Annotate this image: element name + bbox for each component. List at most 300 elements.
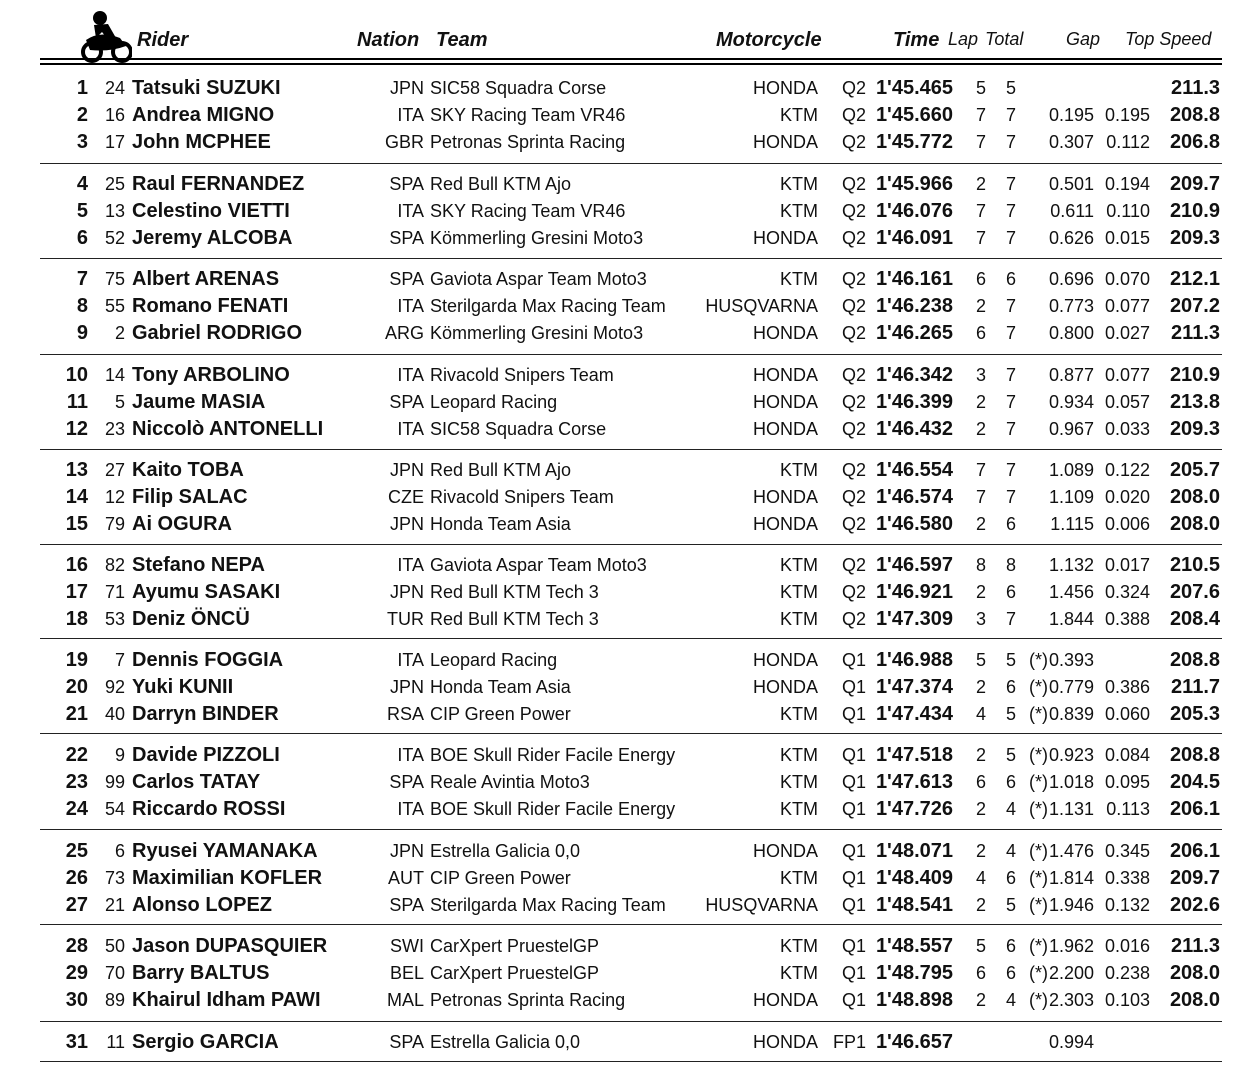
group-divider	[40, 1021, 1222, 1022]
total: 7	[1005, 460, 1016, 480]
total: 5	[1005, 704, 1016, 724]
team: Kömmerling Gresini Moto3	[430, 228, 644, 248]
gap: 0.195	[1048, 105, 1094, 125]
motorcycle: KTM	[780, 105, 818, 125]
rider-name: Jaume MASIA	[132, 391, 266, 413]
position: 22	[65, 744, 88, 766]
rider-name: Deniz ÖNCÜ	[132, 608, 250, 630]
lap: 2	[975, 392, 986, 412]
nation: BEL	[389, 963, 424, 983]
rider-name: Dennis FOGGIA	[132, 649, 284, 671]
position: 25	[65, 840, 88, 862]
total: 7	[1005, 419, 1016, 439]
team: Sterilgarda Max Racing Team	[430, 895, 666, 915]
lap: 5	[975, 650, 986, 670]
nation: SWI	[390, 936, 424, 956]
top-speed: 206.1	[1169, 798, 1220, 820]
session: Q1	[841, 895, 866, 915]
session: Q2	[841, 460, 866, 480]
rider-number: 73	[104, 868, 125, 888]
motorcycle: HONDA	[752, 487, 818, 507]
table-row	[0, 225, 1247, 252]
top-speed: 208.0	[1169, 486, 1220, 508]
team: Estrella Galicia 0,0	[430, 841, 581, 861]
gap: 0.779	[1048, 677, 1094, 697]
rider-number: 17	[104, 132, 125, 152]
position: 8	[76, 295, 88, 317]
team: Petronas Sprinta Racing	[430, 990, 626, 1010]
position: 18	[65, 608, 88, 630]
position: 13	[65, 459, 88, 481]
lap: 2	[975, 799, 986, 819]
top-speed: 205.3	[1169, 703, 1220, 725]
rider-number: 82	[104, 555, 125, 575]
rider-name: Romano FENATI	[132, 295, 289, 317]
nation: JPN	[389, 514, 424, 534]
session: FP1	[832, 1032, 866, 1052]
rider-number: 7	[114, 650, 125, 670]
session: Q1	[841, 841, 866, 861]
motorcycle: HONDA	[752, 392, 818, 412]
nation: MAL	[386, 990, 424, 1010]
header-motorcycle: Motorcycle	[716, 29, 822, 51]
lap: 2	[975, 514, 986, 534]
group-divider	[40, 354, 1222, 355]
time: 1'47.434	[875, 703, 953, 725]
gap-previous: 0.345	[1104, 841, 1150, 861]
session: Q2	[841, 228, 866, 248]
team: BOE Skull Rider Facile Energy	[430, 799, 676, 819]
position: 16	[65, 554, 88, 576]
table-row	[0, 769, 1247, 796]
rider-name: Jason DUPASQUIER	[132, 935, 328, 957]
total: 7	[1005, 323, 1016, 343]
position: 5	[76, 200, 88, 222]
session: Q2	[841, 514, 866, 534]
nation: ITA	[397, 650, 424, 670]
rider-number: 25	[104, 174, 125, 194]
total: 7	[1005, 174, 1016, 194]
note-marker: (*)	[1029, 841, 1048, 861]
nation: SPA	[389, 895, 424, 915]
lap: 2	[975, 745, 986, 765]
gap: 0.994	[1048, 1032, 1094, 1052]
time: 1'47.613	[875, 771, 953, 793]
note-marker: (*)	[1029, 868, 1048, 888]
position: 14	[65, 486, 88, 508]
position: 4	[76, 173, 88, 195]
rider-name: Stefano NEPA	[132, 554, 265, 576]
session: Q2	[841, 555, 866, 575]
total: 6	[1005, 868, 1016, 888]
rider-number: 13	[104, 201, 125, 221]
total: 6	[1005, 269, 1016, 289]
top-speed: 209.7	[1169, 173, 1220, 195]
motorcycle: HONDA	[752, 841, 818, 861]
group-divider	[40, 924, 1222, 925]
lap: 2	[975, 296, 986, 316]
total: 7	[1005, 132, 1016, 152]
rider-number: 23	[104, 419, 125, 439]
top-speed: 205.7	[1169, 459, 1220, 481]
gap: 1.814	[1048, 868, 1094, 888]
nation: AUT	[388, 868, 424, 888]
team: Gaviota Aspar Team Moto3	[430, 555, 647, 575]
table-row	[0, 457, 1247, 484]
rider-name: Maximilian KOFLER	[132, 867, 323, 889]
session: Q1	[841, 704, 866, 724]
motorcycle: KTM	[780, 555, 818, 575]
time: 1'46.399	[875, 391, 953, 413]
time: 1'47.374	[875, 676, 953, 698]
lap: 2	[975, 582, 986, 602]
gap-previous: 0.016	[1104, 936, 1150, 956]
session: Q2	[841, 174, 866, 194]
lap: 6	[975, 269, 986, 289]
table-row	[0, 892, 1247, 919]
motorcycle: HONDA	[752, 1032, 818, 1052]
gap-previous: 0.112	[1106, 132, 1150, 152]
lap: 4	[975, 868, 986, 888]
time: 1'48.557	[875, 935, 953, 957]
motorcycle: HONDA	[752, 990, 818, 1010]
total: 6	[1005, 772, 1016, 792]
lap: 6	[975, 772, 986, 792]
rider-number: 75	[104, 269, 125, 289]
motorcycle: HONDA	[752, 650, 818, 670]
nation: ITA	[397, 105, 424, 125]
table-row	[0, 484, 1247, 511]
gap-previous: 0.084	[1104, 745, 1150, 765]
total: 7	[1005, 487, 1016, 507]
rider-name: Ayumu SASAKI	[132, 581, 281, 603]
position: 9	[76, 322, 88, 344]
session: Q2	[841, 269, 866, 289]
rider-number: 99	[104, 772, 125, 792]
position: 17	[65, 581, 88, 603]
table-row	[0, 320, 1247, 347]
nation: GBR	[384, 132, 424, 152]
gap-previous: 0.015	[1104, 228, 1150, 248]
time: 1'46.988	[875, 649, 953, 671]
session: Q2	[841, 296, 866, 316]
gap: 1.131	[1048, 799, 1094, 819]
time: 1'48.071	[875, 840, 953, 862]
session: Q2	[841, 78, 866, 98]
team: Estrella Galicia 0,0	[430, 1032, 581, 1052]
table-row	[0, 171, 1247, 198]
team: Red Bull KTM Tech 3	[430, 609, 599, 629]
gap-previous: 0.077	[1104, 365, 1150, 385]
position: 29	[65, 962, 88, 984]
gap-previous: 0.324	[1104, 582, 1150, 602]
team: CIP Green Power	[430, 868, 571, 888]
time: 1'46.554	[875, 459, 953, 481]
gap: 0.626	[1048, 228, 1094, 248]
time: 1'48.541	[875, 894, 953, 916]
motorcycle: HONDA	[752, 419, 818, 439]
table-row	[0, 647, 1247, 674]
position: 21	[65, 703, 88, 725]
position: 19	[65, 649, 88, 671]
top-speed: 207.6	[1169, 581, 1220, 603]
group-divider	[40, 449, 1222, 450]
gap: 1.844	[1048, 609, 1094, 629]
top-speed: 208.0	[1169, 962, 1220, 984]
rider-number: 5	[114, 392, 125, 412]
lap: 3	[975, 609, 986, 629]
session: Q2	[841, 392, 866, 412]
motorcycle: KTM	[780, 269, 818, 289]
rider-name: Darryn BINDER	[132, 703, 279, 725]
lap: 7	[975, 105, 986, 125]
header-lap: Lap	[948, 29, 979, 49]
total: 7	[1005, 365, 1016, 385]
note-marker: (*)	[1029, 990, 1048, 1010]
header-time: Time	[893, 29, 940, 51]
top-speed: 210.9	[1169, 364, 1220, 386]
gap-previous: 0.338	[1104, 868, 1150, 888]
position: 23	[65, 771, 88, 793]
table-row	[0, 579, 1247, 606]
total: 5	[1005, 895, 1016, 915]
table-row	[0, 511, 1247, 538]
note-marker: (*)	[1029, 963, 1048, 983]
team: BOE Skull Rider Facile Energy	[430, 745, 676, 765]
session: Q1	[841, 799, 866, 819]
rider-number: 27	[104, 460, 125, 480]
motorcycle: HUSQVARNA	[705, 296, 818, 316]
rider-name: Barry BALTUS	[132, 962, 270, 984]
rider-number: 21	[104, 895, 125, 915]
session: Q2	[841, 582, 866, 602]
position: 27	[65, 894, 88, 916]
table-row	[0, 701, 1247, 728]
time: 1'46.657	[875, 1031, 953, 1053]
lap: 2	[975, 174, 986, 194]
table-row	[0, 293, 1247, 320]
team: SIC58 Squadra Corse	[430, 419, 607, 439]
motorcycle: KTM	[780, 174, 818, 194]
team: Gaviota Aspar Team Moto3	[430, 269, 647, 289]
gap-previous: 0.057	[1104, 392, 1150, 412]
motorcycle: KTM	[780, 582, 818, 602]
gap-previous: 0.194	[1104, 174, 1150, 194]
motorcycle: HONDA	[752, 365, 818, 385]
time: 1'46.265	[875, 322, 953, 344]
team: Sterilgarda Max Racing Team	[430, 296, 666, 316]
motorcycle-rider-icon	[80, 8, 132, 64]
top-speed: 208.4	[1169, 608, 1220, 630]
lap: 2	[975, 895, 986, 915]
rider-number: 70	[104, 963, 125, 983]
rider-name: Andrea MIGNO	[132, 104, 275, 126]
session: Q2	[841, 419, 866, 439]
position: 7	[76, 268, 88, 290]
note-marker: (*)	[1029, 704, 1048, 724]
group-divider	[40, 638, 1222, 639]
rider-name: Ai OGURA	[132, 513, 232, 535]
session: Q2	[841, 132, 866, 152]
session: Q1	[841, 868, 866, 888]
header-team: Team	[436, 29, 488, 51]
nation: SPA	[389, 269, 424, 289]
rider-name: Jeremy ALCOBA	[132, 227, 293, 249]
total: 7	[1005, 228, 1016, 248]
table-row	[0, 933, 1247, 960]
time: 1'46.574	[875, 486, 953, 508]
rider-name: Gabriel RODRIGO	[132, 322, 303, 344]
total: 4	[1005, 799, 1016, 819]
table-row	[0, 75, 1247, 102]
time: 1'46.238	[875, 295, 953, 317]
group-divider	[40, 733, 1222, 734]
nation: SPA	[389, 1032, 424, 1052]
table-row	[0, 416, 1247, 443]
lap: 7	[975, 201, 986, 221]
gap-previous: 0.386	[1104, 677, 1150, 697]
note-marker: (*)	[1029, 745, 1048, 765]
position: 3	[76, 131, 88, 153]
rider-number: 89	[104, 990, 125, 1010]
rider-name: Raul FERNANDEZ	[132, 173, 305, 195]
gap: 0.800	[1048, 323, 1094, 343]
gap: 1.089	[1048, 460, 1094, 480]
top-speed: 209.3	[1169, 227, 1220, 249]
team: Red Bull KTM Tech 3	[430, 582, 599, 602]
position: 24	[65, 798, 88, 820]
nation: ITA	[397, 799, 424, 819]
top-speed: 208.0	[1169, 513, 1220, 535]
rider-name: Kaito TOBA	[132, 459, 244, 481]
team: Leopard Racing	[430, 392, 558, 412]
lap: 7	[975, 132, 986, 152]
top-speed: 210.5	[1169, 554, 1220, 576]
time: 1'48.795	[875, 962, 953, 984]
group-divider	[40, 544, 1222, 545]
motorcycle: KTM	[780, 460, 818, 480]
time: 1'46.921	[875, 581, 953, 603]
gap: 1.962	[1048, 936, 1094, 956]
gap-previous: 0.388	[1104, 609, 1150, 629]
nation: TUR	[387, 609, 424, 629]
motorcycle: KTM	[780, 704, 818, 724]
position: 6	[76, 227, 88, 249]
group-divider	[40, 1061, 1222, 1062]
rider-name: Carlos TATAY	[132, 771, 261, 793]
top-speed: 212.1	[1169, 268, 1220, 290]
team: Reale Avintia Moto3	[430, 772, 590, 792]
gap: 1.132	[1048, 555, 1094, 575]
rider-number: 24	[104, 78, 125, 98]
time: 1'45.772	[875, 131, 953, 153]
session: Q2	[841, 487, 866, 507]
nation: JPN	[389, 78, 424, 98]
top-speed: 210.9	[1169, 200, 1220, 222]
team: Petronas Sprinta Racing	[430, 132, 626, 152]
nation: CZE	[388, 487, 424, 507]
note-marker: (*)	[1029, 650, 1048, 670]
rider-number: 40	[104, 704, 125, 724]
session: Q2	[841, 365, 866, 385]
top-speed: 206.1	[1169, 840, 1220, 862]
position: 30	[65, 989, 88, 1011]
top-speed: 202.6	[1169, 894, 1220, 916]
session: Q2	[841, 323, 866, 343]
gap-previous: 0.122	[1104, 460, 1150, 480]
lap: 2	[975, 419, 986, 439]
total: 5	[1005, 650, 1016, 670]
nation: JPN	[389, 582, 424, 602]
gap-previous: 0.132	[1104, 895, 1150, 915]
table-row	[0, 960, 1247, 987]
gap-previous: 0.238	[1104, 963, 1150, 983]
table-row	[0, 266, 1247, 293]
time: 1'46.597	[875, 554, 953, 576]
motorcycle: KTM	[780, 936, 818, 956]
top-speed: 204.5	[1169, 771, 1220, 793]
session: Q1	[841, 990, 866, 1010]
time: 1'45.465	[875, 77, 953, 99]
table-row	[0, 198, 1247, 225]
team: CarXpert PruestelGP	[430, 936, 600, 956]
total: 5	[1005, 745, 1016, 765]
gap: 0.773	[1048, 296, 1094, 316]
table-row	[0, 796, 1247, 823]
rider-name: Alonso LOPEZ	[132, 894, 272, 916]
gap: 0.307	[1048, 132, 1094, 152]
header-nation: Nation	[357, 29, 420, 51]
table-row	[0, 674, 1247, 701]
team: Honda Team Asia	[430, 677, 571, 697]
team: Red Bull KTM Ajo	[430, 460, 572, 480]
team: CarXpert PruestelGP	[430, 963, 600, 983]
top-speed: 209.7	[1169, 867, 1220, 889]
gap-previous: 0.113	[1106, 799, 1150, 819]
session: Q1	[841, 772, 866, 792]
rider-number: 92	[104, 677, 125, 697]
total: 6	[1005, 514, 1016, 534]
team: SKY Racing Team VR46	[430, 105, 626, 125]
table-row	[0, 102, 1247, 129]
gap-previous: 0.095	[1104, 772, 1150, 792]
team: Red Bull KTM Ajo	[430, 174, 572, 194]
time: 1'47.518	[875, 744, 953, 766]
rider-number: 53	[104, 609, 125, 629]
rider-number: 2	[114, 323, 125, 343]
lap: 8	[975, 555, 986, 575]
position: 26	[65, 867, 88, 889]
nation: SPA	[389, 174, 424, 194]
rider-name: Khairul Idham PAWI	[132, 989, 321, 1011]
position: 31	[65, 1031, 88, 1053]
time: 1'45.966	[875, 173, 953, 195]
nation: JPN	[389, 841, 424, 861]
lap: 7	[975, 228, 986, 248]
rider-name: Tatsuki SUZUKI	[132, 77, 281, 99]
nation: SPA	[389, 392, 424, 412]
rider-name: Ryusei YAMANAKA	[132, 840, 318, 862]
total: 5	[1005, 78, 1016, 98]
time: 1'46.580	[875, 513, 953, 535]
rider-number: 14	[104, 365, 125, 385]
rider-name: Celestino VIETTI	[132, 200, 290, 222]
gap: 0.877	[1048, 365, 1094, 385]
table-row	[0, 987, 1247, 1014]
group-divider	[40, 258, 1222, 259]
total: 7	[1005, 296, 1016, 316]
gap: 0.696	[1048, 269, 1094, 289]
